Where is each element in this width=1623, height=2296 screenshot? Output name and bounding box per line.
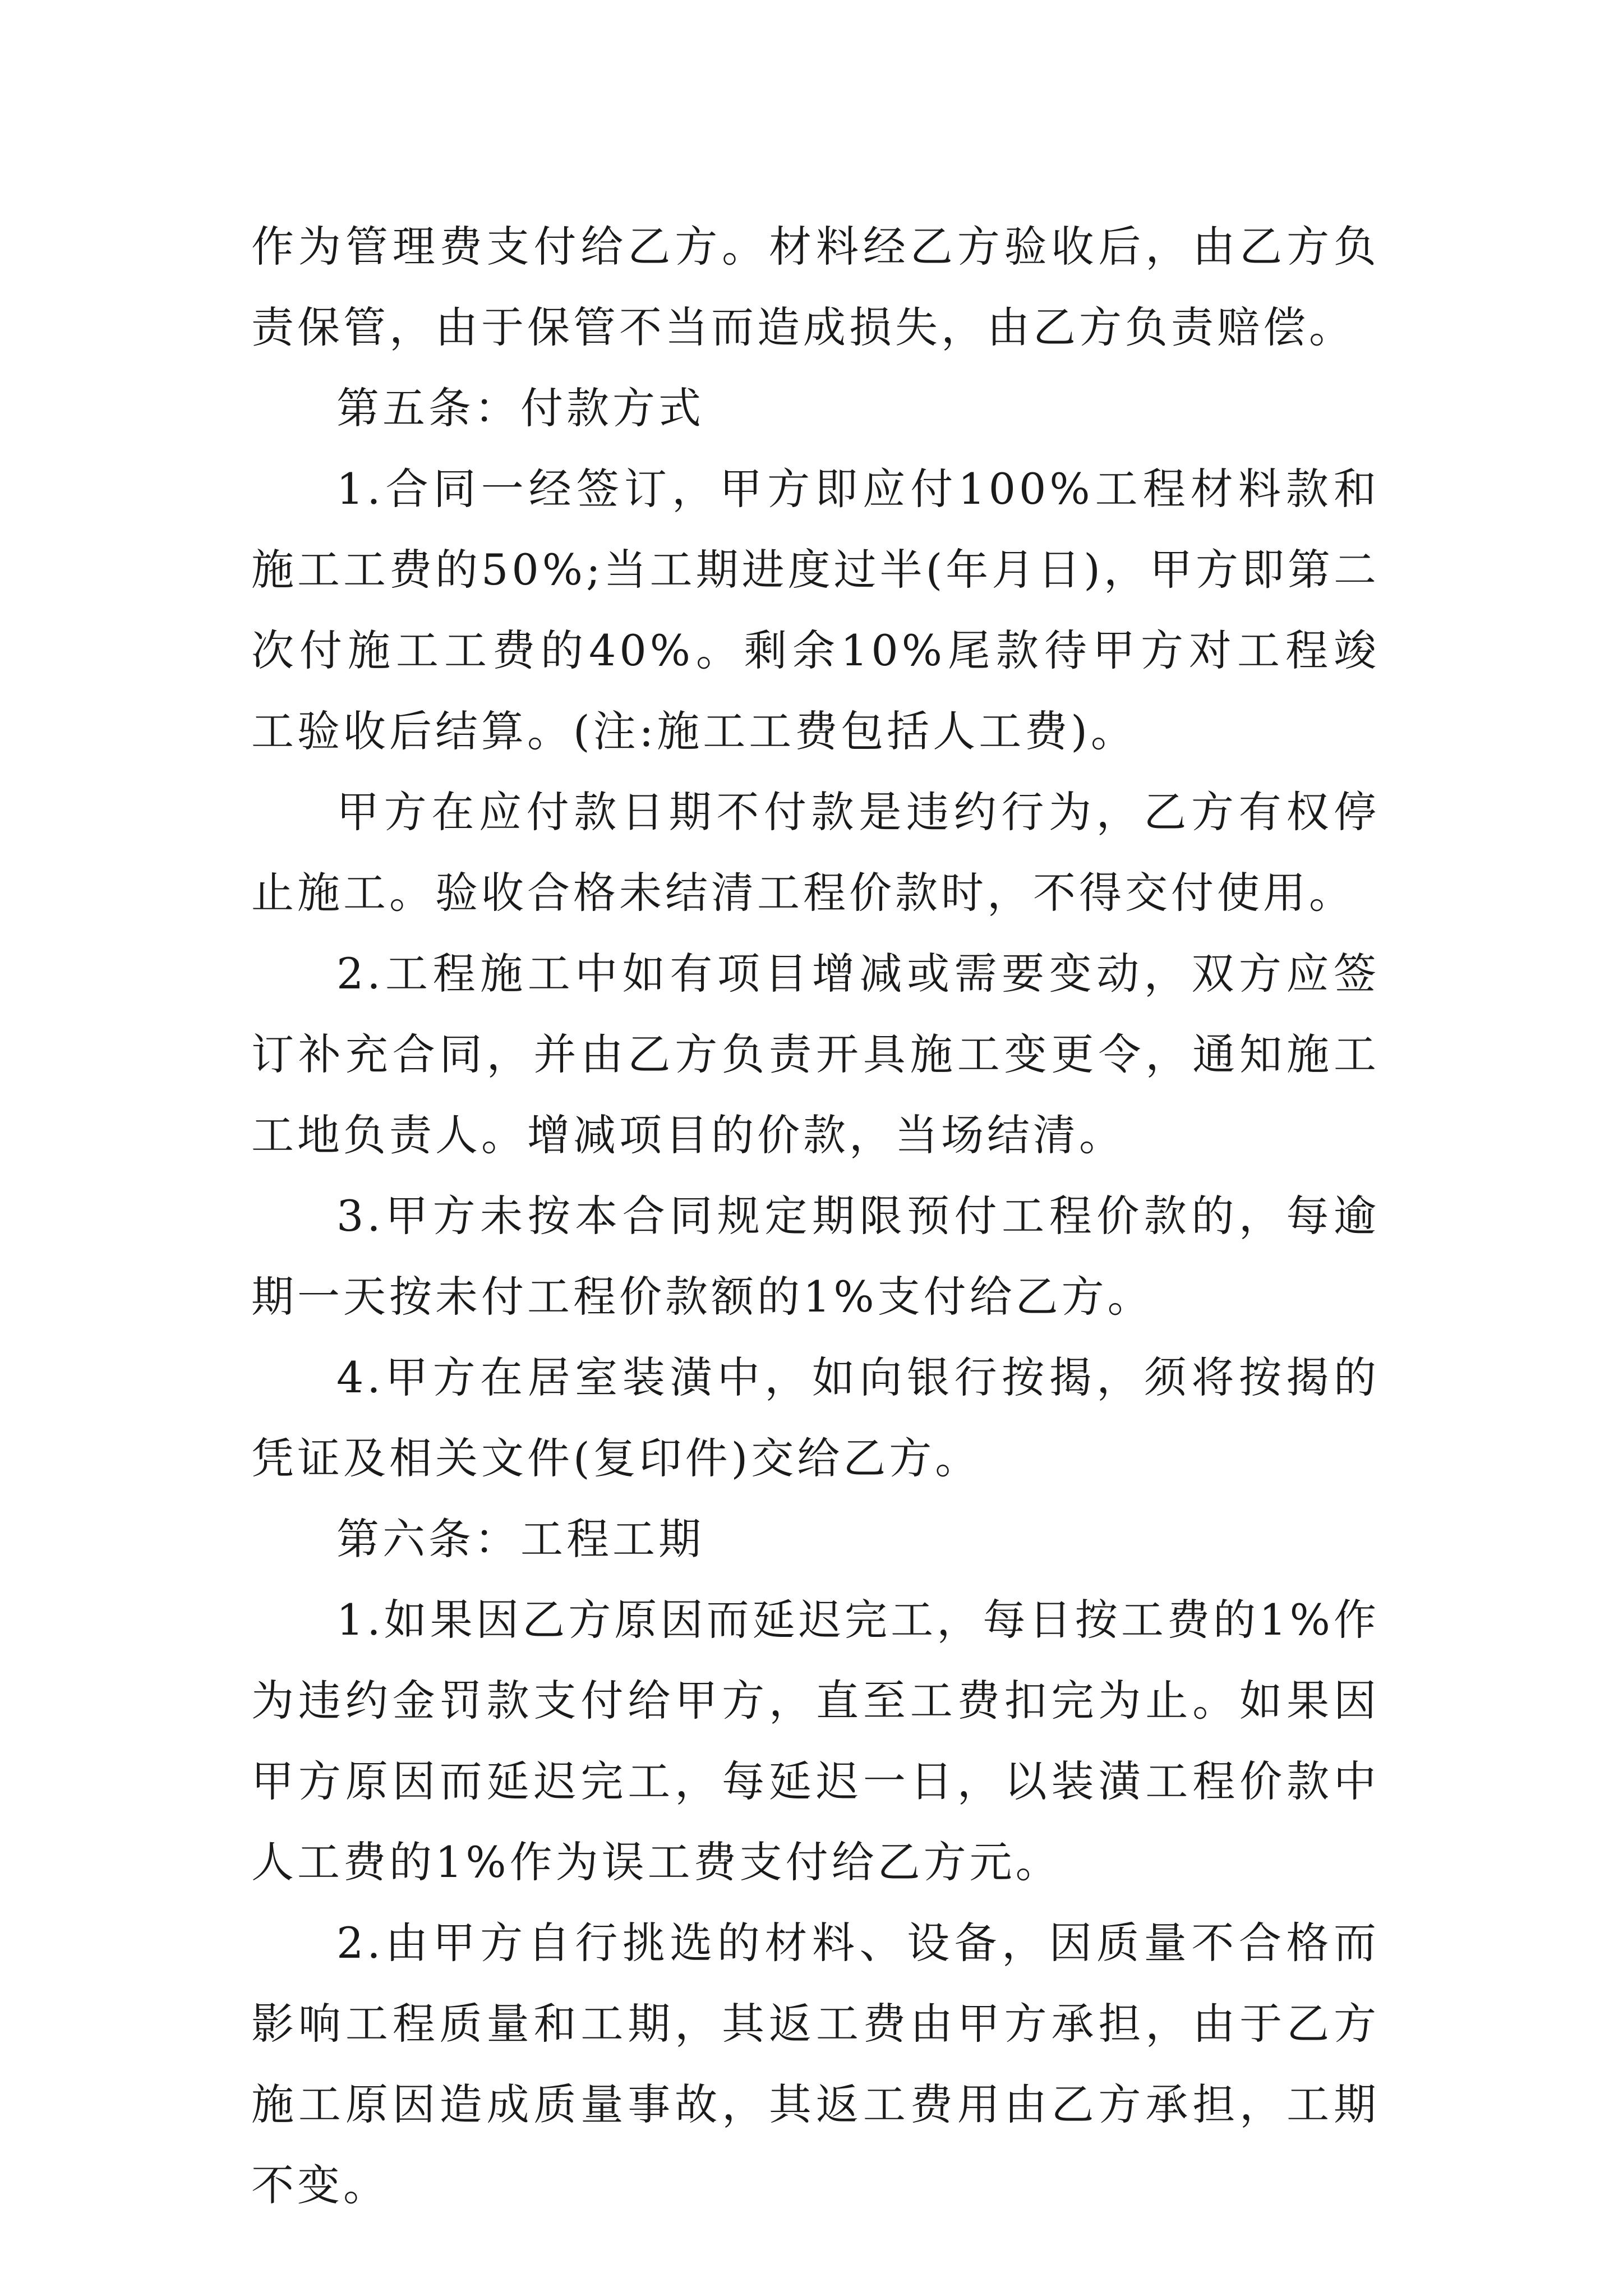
section-heading-article-5: 第五条：付款方式 <box>336 383 704 433</box>
document-body <box>251 206 1380 2226</box>
paragraph-payment-2: 2.工程施工中如有项目增减或需要变动，双方应签订补充合同，并由乙方负责开具施工变更令，通知施工工地负责人。增减项目的价款，当场结清。 <box>251 949 1380 1160</box>
paragraph-schedule-2: 2.由甲方自行挑选的材料、设备，因质量不合格而影响工程质量和工期，其返工费由甲方承担，由于乙方施工原因造成质量事故，其返工费用由乙方承担，工期不变。 <box>251 1918 1380 2210</box>
section-heading-article-6: 第六条：工程工期 <box>336 1514 704 1564</box>
paragraph-payment-1: 1.合同一经签订，甲方即应付100%工程材料款和施工工费的50%;当工期进度过半(年月日)，甲方即第二次付施工工费的40%。剩余10%尾款待甲方对工程竣工验收后结算。(注:施工工费包括人工费)。 <box>251 464 1380 756</box>
paragraph-payment-3: 3.甲方未按本合同规定期限预付工程价款的，每逾期一天按未付工程价款额的1%支付给乙方。 <box>251 1191 1380 1322</box>
paragraph-continuation: 作为管理费支付给乙方。材料经乙方验收后，由乙方负责保管，由于保管不当而造成损失，由乙方负责赔偿。 <box>251 222 1380 352</box>
paragraph-payment-4: 4.甲方在居室装潢中，如向银行按揭，须将按揭的凭证及相关文件(复印件)交给乙方。 <box>251 1352 1380 1483</box>
paragraph-payment-default: 甲方在应付款日期不付款是违约行为，乙方有权停止施工。验收合格未结清工程价款时，不得交付使用。 <box>251 787 1380 918</box>
paragraph-schedule-1: 1.如果因乙方原因而延迟完工，每日按工费的1%作为违约金罚款支付给甲方，直至工费扣完为止。如果因甲方原因而延迟完工，每延迟一日，以装潢工程价款中人工费的1%作为误工费支付给乙方元。 <box>251 1595 1380 1887</box>
